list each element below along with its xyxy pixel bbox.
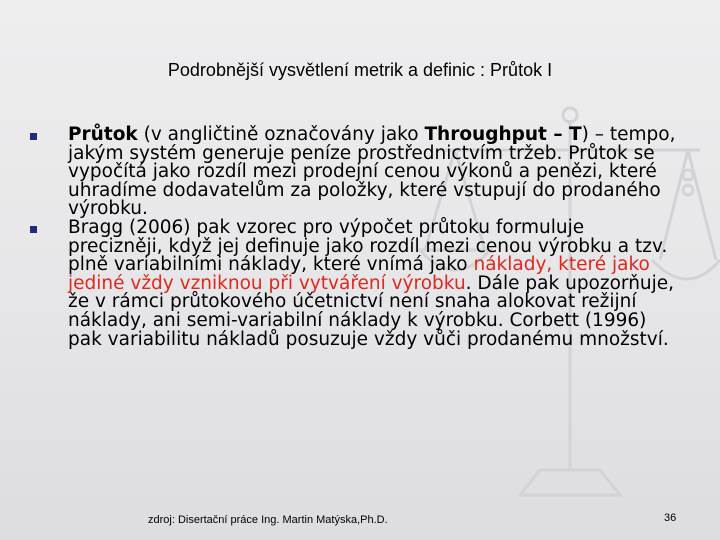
bullet-item-throughput: [28, 126, 680, 219]
bullet-item-bragg: [28, 216, 680, 350]
bullet-text: ) – tempo, jakým systém generuje peníze prostřednictvím tržeb. Průtok se vypočítá jako rozdíl mezi prodejní cenou výkonů a penězi, které uhradíme dodavatelům za položky, které vstupují do prodaného výrobku.: [68, 124, 676, 220]
term-throughput: Throughput – T: [424, 124, 582, 145]
bullet-text: Bragg (2006) pak vzorec pro výpočet průtoku formuluje precizněji, když jej definuje jako rozdíl mezi cenou výrobku a tzv. plně variabilními náklady, které vnímá jako: [68, 216, 668, 276]
square-bullet-icon: [30, 226, 37, 233]
slide-title: Podrobnější vysvětlení metrik a definic : Průtok I: [167, 60, 553, 80]
square-bullet-icon: [30, 133, 37, 140]
page-number: 36: [664, 512, 677, 524]
bullet-text: . Dále pak upozorňuje, že v rámci průtokového účetnictví není snaha alokovat režijní náklady, ani semi-variabilní náklady k výrobku. Corbett (1996) pak variabilitu nákladů posuzuje vždy vůči prodanému množství.: [68, 272, 675, 350]
bullet-text: (v angličtině označovány jako: [137, 124, 425, 145]
bullet-list: [28, 126, 680, 349]
highlighted-text: náklady, které jako jediné vždy vzniknou při vytváření výrobku: [68, 254, 650, 294]
source-footer: zdroj: Disertační práce Ing. Martin Matýska,Ph.D.: [148, 514, 388, 526]
term-prutok: Průtok: [68, 124, 138, 145]
